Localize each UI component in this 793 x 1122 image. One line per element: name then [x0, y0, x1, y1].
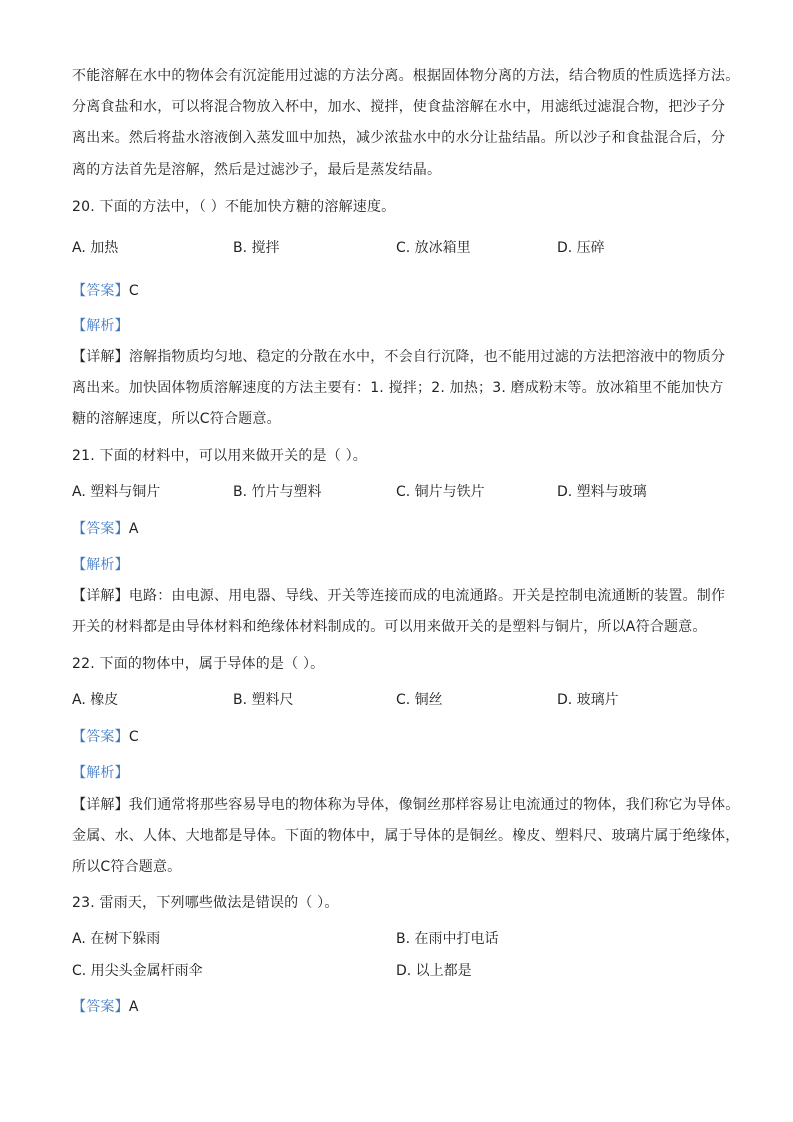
q20-option-d: D. 压碎: [557, 240, 605, 256]
q21-option-b: B. 竹片与塑料: [233, 484, 322, 500]
q22-detail-line-2: 金属、水、人体、大地都是导体。下面的物体中，属于导体的是铜丝。橡皮、塑料尺、玻璃片属于绝缘体，: [72, 828, 740, 844]
q22-answer: [72, 727, 139, 747]
detail-text: 溶解指物质均匀地、稳定的分散在水中，不会自行沉降，也不能用过滤的方法把溶液中的物质分: [128, 349, 726, 365]
q22-detail-line-3: 所以C符合题意。: [72, 859, 182, 875]
intro-line-1: 不能溶解在水中的物体会有沉淀能用过滤的方法分离。根据固体物分离的方法，结合物质的性质选择方法。: [72, 68, 740, 84]
detail-tag: 【详解】: [72, 588, 129, 604]
q20-detail-line-3: 糖的溶解速度，所以C符合题意。: [72, 411, 281, 427]
intro-line-4: 离的方法首先是溶解，然后是过滤沙子，最后是蒸发结晶。: [72, 162, 442, 178]
q21-detail-line-2: 开关的材料都是由导体材料和绝缘体材料制成的。可以用来做开关的是塑料与铜片，所以A符合题意。: [72, 619, 707, 635]
detail-text: 电路：由电源、用电器、导线、开关等连接而成的电流通路。开关是控制电流通断的装置。制作: [128, 588, 726, 604]
q20-detail-line-1: [72, 347, 725, 367]
q22-stem: 22. 下面的物体中，属于导体的是（ ）。: [72, 656, 325, 672]
q22-option-d: D. 玻璃片: [557, 692, 619, 708]
q21-answer: [72, 519, 139, 539]
q20-answer: [72, 281, 139, 301]
detail-text: 我们通常将那些容易导电的物体称为导体，像铜丝那样容易让电流通过的物体，我们称它为导体。: [128, 797, 740, 813]
q23-option-c: C. 用尖头金属杆雨伞: [72, 963, 203, 979]
q21-option-c: C. 铜片与铁片: [396, 484, 485, 500]
q22-option-a: A. 橡皮: [72, 692, 119, 708]
q22-option-c: C. 铜丝: [396, 692, 443, 708]
intro-line-3: 离出来。然后将盐水溶液倒入蒸发皿中加热，减少浓盐水中的水分让盐结晶。所以沙子和食盐混合后，分: [72, 130, 726, 146]
answer-tag: 【答案】: [72, 999, 129, 1015]
q23-option-a: A. 在树下躲雨: [72, 931, 161, 947]
intro-line-2: 分离食盐和水，可以将混合物放入杯中，加水、搅拌，使食盐溶解在水中，用滤纸过滤混合物，把沙子分: [72, 99, 726, 115]
q22-detail-line-1: [72, 795, 739, 815]
q22-analysis-tag: 【解析】: [72, 765, 129, 781]
detail-tag: 【详解】: [72, 797, 129, 813]
q23-option-b: B. 在雨中打电话: [396, 931, 499, 947]
q20-option-a: A. 加热: [72, 240, 119, 256]
q23-stem: 23. 雷雨天，下列哪些做法是错误的（ ）。: [72, 895, 339, 911]
answer-value: A: [128, 521, 139, 537]
q20-option-c: C. 放冰箱里: [396, 240, 471, 256]
q21-detail-line-1: [72, 586, 725, 606]
answer-value: C: [128, 729, 139, 745]
answer-tag: 【答案】: [72, 521, 129, 537]
q21-option-d: D. 塑料与玻璃: [557, 484, 647, 500]
detail-tag: 【详解】: [72, 349, 129, 365]
q20-stem: 20. 下面的方法中，（ ）不能加快方糖的溶解速度。: [72, 199, 396, 215]
answer-tag: 【答案】: [72, 729, 129, 745]
q21-analysis-tag: 【解析】: [72, 557, 129, 573]
q21-option-a: A. 塑料与铜片: [72, 484, 161, 500]
q23-option-d: D. 以上都是: [396, 963, 472, 979]
q23-answer: [72, 997, 139, 1017]
q20-detail-line-2: 离出来。加快固体物质溶解速度的方法主要有：1. 搅拌；2. 加热；3. 磨成粉末等。放冰箱里不能加快方: [72, 380, 724, 396]
answer-value: A: [128, 999, 139, 1015]
q22-option-b: B. 塑料尺: [233, 692, 294, 708]
answer-tag: 【答案】: [72, 283, 129, 299]
q20-analysis-tag: 【解析】: [72, 318, 129, 334]
q20-option-b: B. 搅拌: [233, 240, 280, 256]
answer-value: C: [128, 283, 139, 299]
q21-stem: 21. 下面的材料中，可以用来做开关的是（ ）。: [72, 448, 367, 464]
